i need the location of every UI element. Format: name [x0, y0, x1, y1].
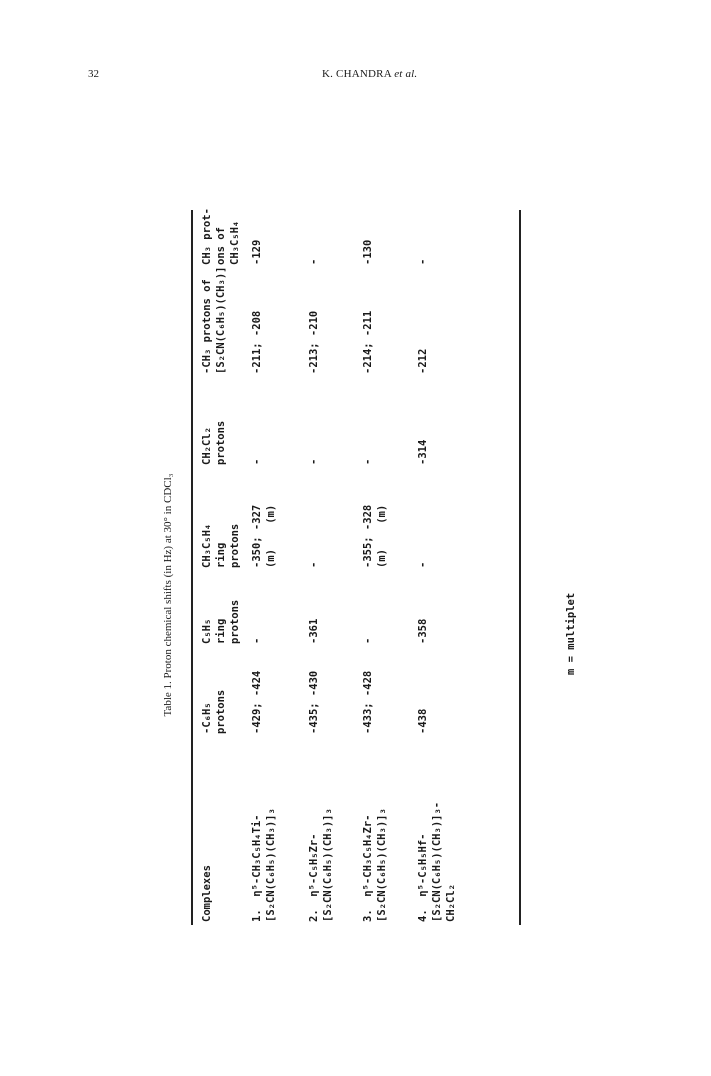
table-cell-c5h5-ring-protons [361, 638, 375, 644]
table-footnote: m = multiplet [565, 592, 577, 675]
column-header-nch3-protons-line: [S₂CN(C₆H₅)(CH₃)] [215, 266, 227, 374]
column-header-ch2cl2-protons-line: protons [215, 420, 227, 465]
table-cell-value: - [362, 637, 374, 644]
column-header-complexes-line: Complexes [201, 865, 213, 922]
table-cell-c6h5-protons [416, 709, 430, 734]
table-cell-complex-line: [S₂CN(C₆H₅)(CH₃)]₃ [322, 808, 334, 922]
table-cell-nch3-protons [250, 311, 264, 374]
table-cell-c6h5-protons [250, 671, 264, 734]
table-bottom-rule [519, 210, 521, 925]
table-cell-ch3-protons [307, 259, 321, 265]
column-header-c5h5-ring-protons-line: protons [229, 599, 241, 644]
table-cell-complex-line: CH₂Cl₂ [445, 884, 457, 922]
table-cell-ch2cl2-protons [250, 459, 264, 465]
table-cell-value: -358 [417, 618, 429, 644]
table-cell-value: -433; -428 [362, 670, 374, 734]
table-cell-c5h5-ring-protons [250, 638, 264, 644]
table-cell-value: (m) (m) [376, 504, 388, 568]
table-cell-ch3-protons [416, 259, 430, 265]
table-cell-ch2cl2-protons [307, 459, 321, 465]
table-cell-value: -211; -208 [251, 310, 263, 374]
table-cell-value: -350; -327 [251, 504, 263, 568]
column-header-ch2cl2-protons [200, 421, 228, 465]
running-head-etal: et al. [394, 68, 418, 80]
table-cell-value: - [362, 458, 374, 465]
table-cell-complex [416, 802, 458, 922]
table-cell-complex-line: 1. η⁵-CH₃C₅H₄Ti- [251, 814, 263, 922]
table-cell-c5h5-ring-protons [416, 619, 430, 644]
table-cell-complex-line: 4. η⁵-C₅H₅Hf- [417, 833, 429, 922]
column-header-ch3-protons-line: ons of [215, 227, 227, 265]
table-cell-complex [250, 808, 278, 922]
column-header-ch3c5h4-ring-protons-line: protons [229, 523, 241, 568]
table-cell-complex [361, 808, 389, 922]
table-cell-value: -130 [362, 239, 374, 265]
table-cell-complex-line: [S₂CN(C₆H₅)(CH₃)]₃- [431, 801, 443, 922]
table-cell-complex-line: 3. η⁵-CH₃C₅H₄Zr- [362, 814, 374, 922]
column-header-ch3c5h4-ring-protons-line: ring [215, 542, 227, 568]
table-cell-ch3-protons [250, 240, 264, 265]
table-cell-value: -435; -430 [308, 670, 320, 734]
column-header-nch3-protons [200, 267, 228, 374]
table-cell-value: -314 [417, 439, 429, 465]
column-header-ch3-protons [200, 208, 242, 265]
page-number: 32 [88, 68, 99, 80]
table-cell-value: - [417, 258, 429, 265]
table-cell-nch3-protons [361, 311, 375, 374]
table-cell-value: -129 [251, 239, 263, 265]
running-head-author: K. CHANDRA [322, 68, 392, 80]
table-top-rule [191, 210, 193, 925]
column-header-nch3-protons-line: -CH₃ protons of [201, 279, 213, 374]
column-header-c5h5-ring-protons-line: C₅H₅ [201, 618, 213, 644]
column-header-c6h5-protons-line: -C₆H₅ [201, 702, 213, 734]
running-head [322, 68, 417, 80]
table-cell-value: - [251, 458, 263, 465]
table-cell-value: - [308, 458, 320, 465]
table-caption: Table 1. Proton chemical shifts (in Hz) at 30° in CDCl₃ [162, 473, 174, 717]
column-header-ch3-protons-line: CH₃ prot- [201, 208, 213, 265]
table-cell-value: -212 [417, 348, 429, 374]
table-cell-ch2cl2-protons [416, 440, 430, 465]
column-header-complexes [200, 865, 214, 922]
table-cell-ch3c5h4-ring-protons [361, 505, 389, 568]
table-cell-nch3-protons [416, 349, 430, 374]
table-cell-value: -355; -328 [362, 504, 374, 568]
table-cell-complex [307, 808, 335, 922]
table-cell-value: - [417, 561, 429, 568]
table-cell-value: - [308, 561, 320, 568]
table-cell-value: - [251, 637, 263, 644]
table-cell-value: -429; -424 [251, 670, 263, 734]
table-cell-c5h5-ring-protons [307, 619, 321, 644]
table-cell-complex-line: [S₂CN(C₆H₅)(CH₃)]₃ [376, 808, 388, 922]
table-cell-nch3-protons [307, 311, 321, 374]
table-cell-c6h5-protons [361, 671, 375, 734]
table-cell-value: (m) (m) [265, 504, 277, 568]
table-cell-ch3c5h4-ring-protons [250, 505, 278, 568]
table-cell-value: -214; -211 [362, 310, 374, 374]
column-header-ch3c5h4-ring-protons [200, 524, 242, 568]
column-header-c5h5-ring-protons [200, 600, 242, 644]
column-header-c6h5-protons-line: protons [215, 689, 227, 734]
table-cell-ch3c5h4-ring-protons [416, 562, 430, 568]
table-cell-value: -213; -210 [308, 310, 320, 374]
table-cell-complex-line: [S₂CN(C₆H₅)(CH₃)]₃ [265, 808, 277, 922]
column-header-ch2cl2-protons-line: CH₂Cl₂ [201, 427, 213, 465]
table-cell-complex-line: 2. η⁵-C₅H₅Zr- [308, 833, 320, 922]
rotated-table [162, 208, 577, 980]
table-cell-ch3c5h4-ring-protons [307, 562, 321, 568]
column-header-ch3-protons-line: CH₃C₅H₄ [229, 220, 241, 265]
column-header-c6h5-protons [200, 690, 228, 734]
table-cell-value: - [308, 258, 320, 265]
table-cell-value: -361 [308, 618, 320, 644]
column-header-c5h5-ring-protons-line: ring [215, 618, 227, 644]
table-cell-value: -438 [417, 708, 429, 734]
table-cell-c6h5-protons [307, 671, 321, 734]
table-cell-ch3-protons [361, 240, 375, 265]
column-header-ch3c5h4-ring-protons-line: CH₃C₅H₄ [201, 523, 213, 568]
table-cell-ch2cl2-protons [361, 459, 375, 465]
